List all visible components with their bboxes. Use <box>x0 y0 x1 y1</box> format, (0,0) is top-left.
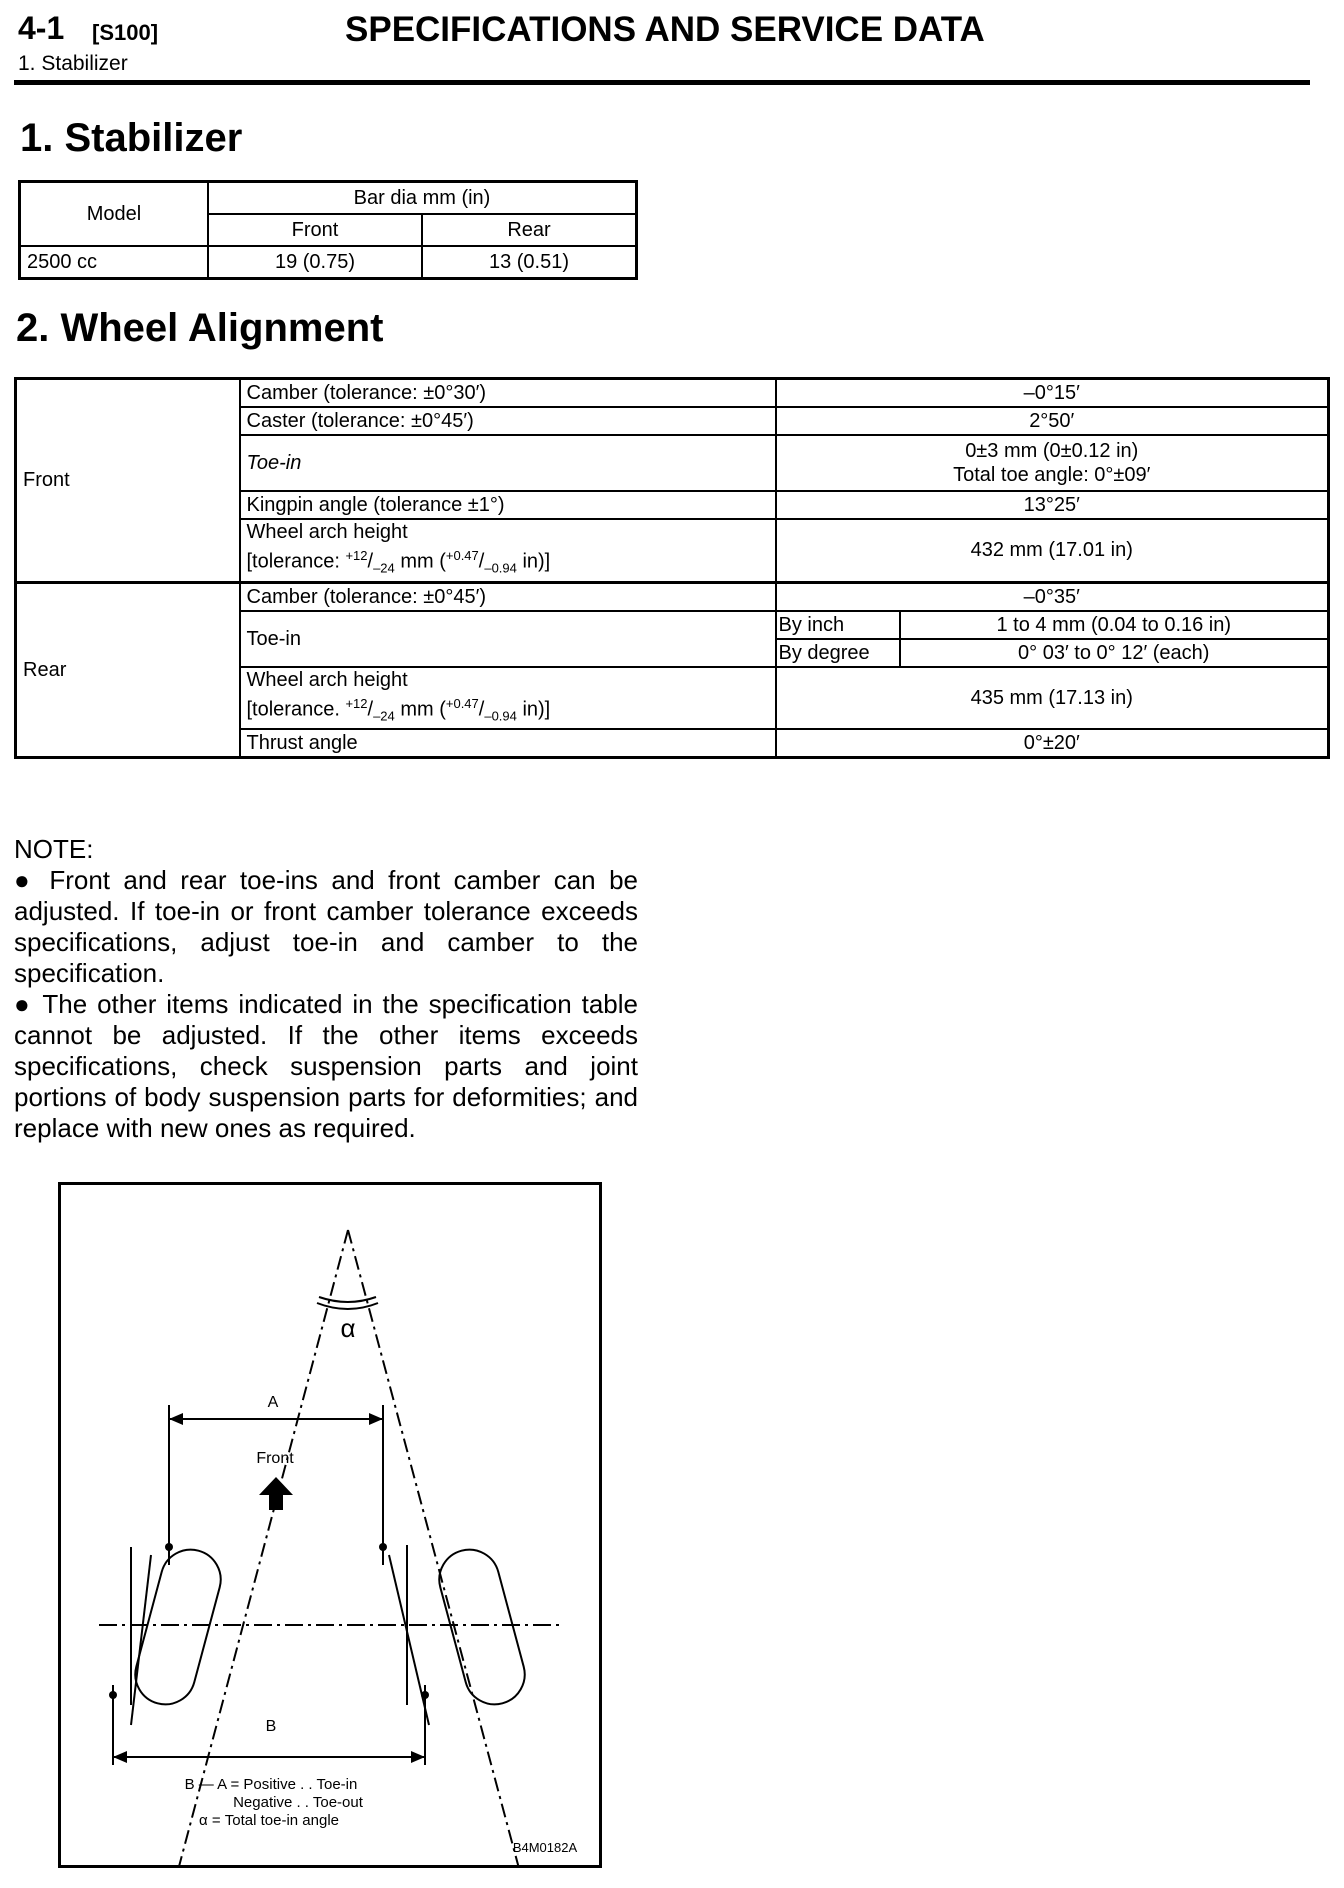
front-wheel-arch-value: 432 mm (17.01 in) <box>776 519 1329 582</box>
a-arrow-right <box>369 1413 383 1425</box>
tol-suffix: in)] <box>516 550 551 573</box>
rear-dia-cell: 13 (0.51) <box>422 246 637 279</box>
tol-prefix: [tolerance. <box>246 698 346 721</box>
stabilizer-heading: 1. Stabilizer <box>20 116 243 160</box>
stabilizer-table <box>18 180 638 280</box>
front-wheel-arch-label: Wheel arch height <box>246 521 408 543</box>
front-camber-value: –0°15′ <box>776 379 1329 408</box>
tol-mid: mm ( <box>394 698 446 721</box>
front-caster-item: Caster (tolerance: ±0°45′) <box>240 407 776 435</box>
b-arrow-left <box>113 1751 127 1763</box>
rear-camber-item: Camber (tolerance: ±0°45′) <box>240 582 776 611</box>
left-wheel-centerline <box>121 1230 348 1865</box>
front-caster-value: 2°50′ <box>776 407 1329 435</box>
right-wheel-axis <box>389 1555 429 1725</box>
model-header: Model <box>20 182 209 247</box>
header-title: SPECIFICATIONS AND SERVICE DATA <box>345 10 985 49</box>
toe-in-diagram <box>58 1182 602 1868</box>
wheel-alignment-heading: 2. Wheel Alignment <box>16 306 384 350</box>
left-front-point <box>165 1543 173 1551</box>
front-toe-in-angle: Total toe angle: 0°±09′ <box>953 464 1151 486</box>
section-code: [S100] <box>92 20 159 45</box>
tol-sub-in: –0.94 <box>484 708 517 724</box>
front-wheel-arch-tolerance: [tolerance: $^{+12}/_{-24}$ mm ($^{+0.47}/_{-0.94}$ in)] <box>246 548 551 576</box>
front-toe-in-value <box>776 435 1329 491</box>
right-wheel-icon <box>433 1543 532 1711</box>
note-bullet-1 <box>14 865 638 989</box>
front-dia-cell: 19 (0.75) <box>208 246 422 279</box>
tol-sup-mm: +12 <box>345 695 368 711</box>
b-label: B <box>265 1718 277 1735</box>
front-wheel-arch-item <box>240 519 776 582</box>
tol-mid: mm ( <box>394 550 446 573</box>
legend-line-1: B — A = Positive . . Toe-in <box>184 1776 358 1793</box>
right-front-point <box>379 1543 387 1551</box>
rear-group-label: Rear <box>16 582 240 758</box>
page-number: 4-1 <box>18 10 65 46</box>
bar-dia-header: Bar dia mm (in) <box>208 182 637 215</box>
tol-sup-in: +0.47 <box>445 548 479 563</box>
rear-toe-in-degree-label: By degree <box>776 639 900 667</box>
tol-sub-mm: –24 <box>373 708 395 724</box>
tol-suffix: in)] <box>516 698 551 721</box>
rear-camber-value: –0°35′ <box>776 582 1329 611</box>
tol-sub-in: –0.94 <box>484 560 517 576</box>
rear-toe-in-item: Toe-in <box>240 611 776 667</box>
figure-code: B4M0182A <box>512 1840 578 1855</box>
note-bullet-2-text: The other items indicated in the specification table cannot be adjusted. If the other items exceeds specifications, check suspension parts and joint portions of body suspension parts for deformities; and replace with new ones as required. <box>14 989 638 1143</box>
model-cell: 2500 cc <box>20 246 209 279</box>
a-label: A <box>267 1394 279 1411</box>
rear-header: Rear <box>422 214 637 246</box>
bullet-icon: ● <box>14 865 50 895</box>
front-group-label: Front <box>16 379 240 583</box>
rear-wheel-arch-tolerance: [tolerance. $^{+12}/_{-24}$ mm ($^{+0.47}/_{-0.94}$ in)] <box>246 695 551 724</box>
note-block <box>14 834 638 1144</box>
tol-sub-mm: –24 <box>373 560 395 576</box>
tol-sup-in: +0.47 <box>445 695 479 711</box>
front-arrow-icon <box>259 1477 293 1510</box>
tol-prefix: [tolerance: <box>246 550 346 573</box>
right-rear-point <box>421 1691 429 1699</box>
rear-toe-in-inch-label: By inch <box>776 611 900 639</box>
alpha-label: α <box>340 1313 356 1343</box>
toe-in-diagram-svg <box>61 1185 599 1865</box>
rear-toe-in-degree-value: 0° 03′ to 0° 12′ (each) <box>900 639 1329 667</box>
front-camber-item: Camber (tolerance: ±0°30′) <box>240 379 776 408</box>
alpha-arc-2 <box>317 1303 378 1309</box>
front-toe-in-item: Toe-in <box>240 435 776 491</box>
a-arrow-left <box>169 1413 183 1425</box>
legend-line-3: α = Total toe-in angle <box>198 1812 340 1829</box>
note-title: NOTE: <box>14 834 94 864</box>
thrust-angle-item: Thrust angle <box>240 729 776 758</box>
note-bullet-1-text: Front and rear toe-ins and front camber can be adjusted. If toe-in or front camber tolerance exceeds specifications, adjust toe-in and camber to the specification. <box>14 865 638 988</box>
front-header: Front <box>208 214 422 246</box>
note-bullet-2 <box>14 989 638 1144</box>
b-arrow-right <box>411 1751 425 1763</box>
header-subtitle: 1. Stabilizer <box>18 52 128 75</box>
front-label: Front <box>256 1450 294 1467</box>
rear-wheel-arch-label: Wheel arch height <box>246 668 408 691</box>
front-kingpin-value: 13°25′ <box>776 491 1329 519</box>
header-rule <box>14 80 1310 85</box>
rear-wheel-arch-value: 435 mm (17.13 in) <box>776 667 1329 730</box>
rear-wheel-arch-item <box>240 667 776 730</box>
bullet-icon: ● <box>14 989 43 1019</box>
rear-toe-in-inch-value: 1 to 4 mm (0.04 to 0.16 in) <box>900 611 1329 639</box>
left-rear-point <box>109 1691 117 1699</box>
wheel-alignment-table <box>14 377 1330 759</box>
front-kingpin-item: Kingpin angle (tolerance ±1°) <box>240 491 776 519</box>
thrust-angle-value: 0°±20′ <box>776 729 1329 758</box>
legend-line-2: Negative . . Toe-out <box>233 1794 363 1811</box>
tol-sup-mm: +12 <box>345 548 368 563</box>
front-toe-in-mm: 0±3 mm (0±0.12 in) <box>965 440 1139 462</box>
